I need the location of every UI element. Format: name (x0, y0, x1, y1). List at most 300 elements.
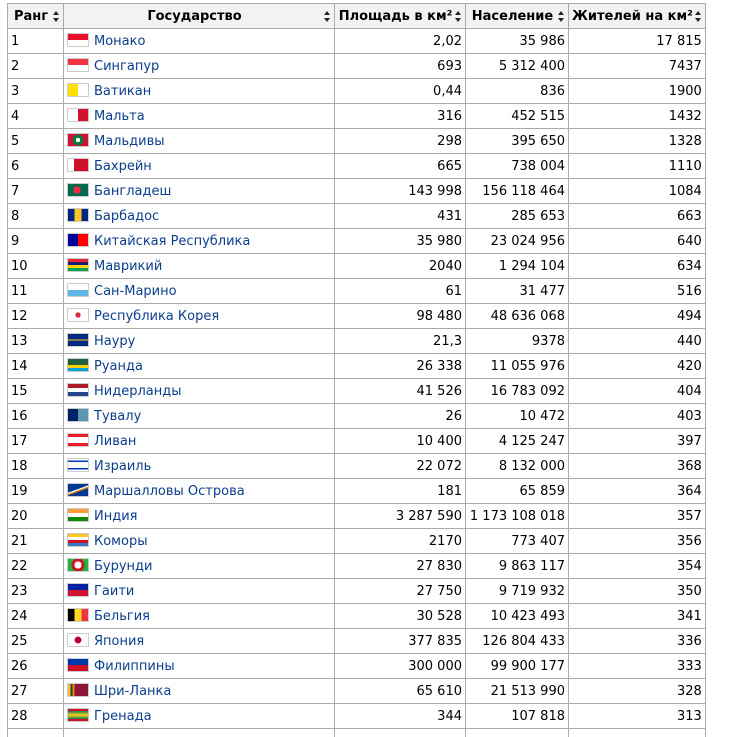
density-cell (569, 629, 706, 654)
density-cell (569, 604, 706, 629)
country-flag-icon[interactable] (67, 508, 89, 522)
country-flag-icon[interactable] (67, 633, 89, 647)
country-link[interactable]: Науру (94, 334, 136, 349)
country-link[interactable]: Япония (94, 634, 145, 649)
rank-cell-text: 19 (11, 483, 28, 499)
partial-cell (8, 729, 64, 737)
density-cell-text: 403 (676, 408, 702, 424)
sort-arrows-icon[interactable] (324, 11, 331, 22)
country-link[interactable]: Ватикан (94, 84, 152, 99)
rank-cell (8, 154, 64, 179)
rank-cell-text: 14 (11, 358, 28, 374)
rank-cell (8, 554, 64, 579)
area-cell (335, 654, 466, 679)
population-cell-text: 9 863 117 (498, 558, 565, 574)
area-cell (335, 629, 466, 654)
rank-cell-text: 10 (11, 258, 28, 274)
population-cell-text: 11 055 976 (490, 358, 565, 374)
density-cell (569, 254, 706, 279)
country-flag-icon[interactable] (67, 183, 89, 197)
rank-cell-text: 27 (11, 683, 28, 699)
population-cell-text: 4 125 247 (498, 433, 565, 449)
country-flag-icon[interactable] (67, 433, 89, 447)
area-cell (335, 129, 466, 154)
rank-cell-text: 8 (11, 208, 20, 224)
density-cell-text: 640 (676, 233, 702, 249)
country-link[interactable]: Бельгия (94, 609, 150, 624)
country-flag-icon[interactable] (67, 33, 89, 47)
rank-cell-text: 17 (11, 433, 28, 449)
population-cell (466, 279, 569, 304)
density-cell-text: 1328 (668, 133, 702, 149)
country-cell (64, 29, 335, 54)
country-link[interactable]: Маршалловы Острова (94, 484, 245, 499)
table-row (8, 304, 706, 329)
population-cell-text: 156 118 464 (482, 183, 565, 199)
density-cell (569, 129, 706, 154)
table-row (8, 154, 706, 179)
density-cell-text: 440 (676, 333, 702, 349)
area-cell-text: 0,44 (433, 83, 462, 99)
rank-cell (8, 329, 64, 354)
area-cell-text: 3 287 590 (395, 508, 462, 524)
population-column-header[interactable] (466, 4, 569, 29)
density-cell (569, 679, 706, 704)
rank-cell-text: 2 (11, 58, 20, 74)
country-link[interactable]: Сингапур (94, 59, 160, 74)
population-cell (466, 304, 569, 329)
table-row (8, 379, 706, 404)
density-cell-text: 313 (676, 708, 702, 724)
country-flag-icon[interactable] (67, 558, 89, 572)
country-link[interactable]: Китайская Республика (94, 234, 251, 249)
area-cell (335, 179, 466, 204)
density-cell (569, 654, 706, 679)
area-cell-text: 143 998 (408, 183, 462, 199)
country-cell (64, 179, 335, 204)
country-flag-icon[interactable] (67, 408, 89, 422)
table-row (8, 129, 706, 154)
country-flag-icon[interactable] (67, 108, 89, 122)
area-cell-text: 35 980 (416, 233, 462, 249)
country-link[interactable]: Гренада (94, 709, 152, 724)
density-cell-text: 356 (676, 533, 702, 549)
area-cell-text: 26 (445, 408, 462, 424)
country-link[interactable]: Шри-Ланка (94, 684, 172, 699)
country-flag-icon[interactable] (67, 458, 89, 472)
table-header-row (8, 4, 706, 29)
rank-cell (8, 704, 64, 729)
population-cell (466, 254, 569, 279)
population-cell (466, 179, 569, 204)
density-cell (569, 454, 706, 479)
population-cell-text: 9378 (531, 333, 565, 349)
population-cell-text: 10 472 (519, 408, 565, 424)
density-cell-text: 1432 (668, 108, 702, 124)
population-cell-text: 738 004 (511, 158, 565, 174)
density-cell-text: 364 (676, 483, 702, 499)
country-link[interactable]: Барбадос (94, 209, 160, 224)
population-cell (466, 654, 569, 679)
population-cell (466, 429, 569, 454)
rank-cell (8, 279, 64, 304)
area-cell (335, 529, 466, 554)
country-flag-icon[interactable] (67, 483, 89, 497)
area-cell (335, 204, 466, 229)
population-cell-text: 773 407 (511, 533, 565, 549)
rank-cell-text: 4 (11, 108, 20, 124)
density-cell (569, 304, 706, 329)
rank-cell (8, 504, 64, 529)
area-cell (335, 229, 466, 254)
sort-arrows-icon[interactable] (455, 11, 462, 22)
area-cell-text: 30 528 (416, 608, 462, 624)
country-flag-icon[interactable] (67, 258, 89, 272)
population-cell (466, 354, 569, 379)
sort-arrows-icon[interactable] (695, 11, 702, 22)
population-density-table (7, 3, 706, 737)
country-link[interactable]: Ливан (94, 434, 137, 449)
rank-cell (8, 379, 64, 404)
area-cell (335, 329, 466, 354)
area-cell (335, 504, 466, 529)
area-cell-text: 181 (437, 483, 462, 499)
rank-cell-text: 1 (11, 33, 20, 49)
country-flag-icon[interactable] (67, 683, 89, 697)
population-cell-text: 65 859 (519, 483, 565, 499)
table-row (8, 254, 706, 279)
country-cell (64, 454, 335, 479)
country-flag-icon[interactable] (67, 83, 89, 97)
population-cell-text: 10 423 493 (490, 608, 565, 624)
country-flag-icon[interactable] (67, 58, 89, 72)
area-cell (335, 79, 466, 104)
area-column-header[interactable] (335, 4, 466, 29)
density-cell (569, 329, 706, 354)
rank-cell (8, 654, 64, 679)
country-cell (64, 479, 335, 504)
table-body (8, 29, 706, 737)
country-link[interactable]: Монако (94, 34, 146, 49)
density-cell (569, 479, 706, 504)
country-cell (64, 704, 335, 729)
density-header-label: Жителей на км² (572, 8, 693, 24)
area-cell-text: 693 (437, 58, 462, 74)
table-row (8, 204, 706, 229)
area-cell (335, 679, 466, 704)
density-cell (569, 504, 706, 529)
country-link[interactable]: Сан-Марино (94, 284, 177, 299)
population-cell-text: 836 (540, 83, 565, 99)
area-cell-text: 98 480 (416, 308, 462, 324)
population-cell-text: 99 900 177 (490, 658, 565, 674)
country-flag-icon[interactable] (67, 358, 89, 372)
rank-cell (8, 129, 64, 154)
density-cell-text: 1110 (668, 158, 702, 174)
population-cell-text: 285 653 (511, 208, 565, 224)
population-cell-text: 8 132 000 (498, 458, 565, 474)
population-cell (466, 679, 569, 704)
rank-cell-text: 22 (11, 558, 28, 574)
density-cell-text: 350 (676, 583, 702, 599)
area-cell (335, 429, 466, 454)
country-link[interactable]: Бурунди (94, 559, 153, 574)
country-link[interactable]: Нидерланды (94, 384, 182, 399)
sort-arrows-icon[interactable] (53, 11, 60, 22)
area-cell (335, 304, 466, 329)
population-cell (466, 629, 569, 654)
rank-cell (8, 479, 64, 504)
country-cell (64, 354, 335, 379)
country-link[interactable]: Филиппины (94, 659, 175, 674)
country-flag-icon[interactable] (67, 158, 89, 172)
country-cell (64, 129, 335, 154)
country-flag-icon[interactable] (67, 708, 89, 722)
area-cell-text: 2,02 (433, 33, 462, 49)
population-cell (466, 104, 569, 129)
rank-cell-text: 13 (11, 333, 28, 349)
table-row (8, 104, 706, 129)
table-row (8, 704, 706, 729)
population-cell-text: 1 294 104 (498, 258, 565, 274)
density-cell-text: 404 (676, 383, 702, 399)
area-cell (335, 54, 466, 79)
area-cell-text: 65 610 (416, 683, 462, 699)
country-cell (64, 679, 335, 704)
table-row (8, 229, 706, 254)
area-cell-text: 10 400 (416, 433, 462, 449)
area-header-label: Площадь в км² (338, 8, 453, 24)
country-cell (64, 104, 335, 129)
rank-cell (8, 179, 64, 204)
population-cell-text: 31 477 (519, 283, 565, 299)
country-flag-icon[interactable] (67, 533, 89, 547)
country-flag-icon[interactable] (67, 383, 89, 397)
country-flag-icon[interactable] (67, 658, 89, 672)
rank-column-header[interactable] (8, 4, 64, 29)
population-cell (466, 554, 569, 579)
country-cell (64, 54, 335, 79)
country-link[interactable]: Маврикий (94, 259, 163, 274)
rank-cell-text: 18 (11, 458, 28, 474)
density-cell-text: 1084 (668, 183, 702, 199)
area-cell-text: 300 000 (408, 658, 462, 674)
area-cell-text: 377 835 (408, 633, 462, 649)
density-cell (569, 379, 706, 404)
density-column-header[interactable] (569, 4, 706, 29)
rank-cell (8, 579, 64, 604)
table-row (8, 479, 706, 504)
area-cell (335, 404, 466, 429)
rank-cell (8, 204, 64, 229)
population-cell-text: 395 650 (511, 133, 565, 149)
population-cell (466, 54, 569, 79)
density-cell (569, 54, 706, 79)
country-flag-icon[interactable] (67, 583, 89, 597)
partial-cell (64, 729, 335, 737)
sort-arrows-icon[interactable] (558, 11, 565, 22)
country-link[interactable]: Тувалу (94, 409, 142, 424)
country-flag-icon[interactable] (67, 308, 89, 322)
country-link[interactable]: Израиль (94, 459, 152, 474)
area-cell-text: 21,3 (433, 333, 462, 349)
partial-cell (335, 729, 466, 737)
area-cell (335, 554, 466, 579)
population-cell-text: 1 173 108 018 (469, 508, 565, 524)
population-cell (466, 29, 569, 54)
density-cell-text: 397 (676, 433, 702, 449)
area-cell-text: 22 072 (416, 458, 462, 474)
country-cell (64, 404, 335, 429)
country-cell (64, 429, 335, 454)
rank-cell-text: 12 (11, 308, 28, 324)
area-cell-text: 27 750 (416, 583, 462, 599)
population-cell (466, 579, 569, 604)
density-cell-text: 7437 (668, 58, 702, 74)
population-cell (466, 479, 569, 504)
rank-cell (8, 229, 64, 254)
density-cell-text: 17 815 (656, 33, 702, 49)
area-cell (335, 379, 466, 404)
density-cell (569, 204, 706, 229)
population-cell-text: 5 312 400 (498, 58, 565, 74)
density-cell (569, 79, 706, 104)
density-cell-text: 354 (676, 558, 702, 574)
area-cell-text: 27 830 (416, 558, 462, 574)
area-cell-text: 316 (437, 108, 462, 124)
country-cell (64, 579, 335, 604)
country-link[interactable]: Руанда (94, 359, 143, 374)
country-link[interactable]: Индия (94, 509, 138, 524)
country-column-header[interactable] (64, 4, 335, 29)
country-flag-icon[interactable] (67, 208, 89, 222)
density-cell-text: 357 (676, 508, 702, 524)
country-cell (64, 504, 335, 529)
density-cell-text: 663 (676, 208, 702, 224)
table-row (8, 629, 706, 654)
rank-cell (8, 304, 64, 329)
population-cell-text: 35 986 (519, 33, 565, 49)
rank-cell-text: 7 (11, 183, 20, 199)
population-cell (466, 529, 569, 554)
population-cell (466, 379, 569, 404)
rank-cell (8, 404, 64, 429)
country-cell (64, 629, 335, 654)
country-link[interactable]: Мальдивы (94, 134, 165, 149)
area-cell-text: 2040 (428, 258, 462, 274)
country-header-label: Государство (147, 8, 242, 24)
table-row (8, 329, 706, 354)
country-link[interactable]: Гаити (94, 584, 135, 599)
rank-cell (8, 29, 64, 54)
area-cell-text: 41 526 (416, 383, 462, 399)
rank-cell-text: 21 (11, 533, 28, 549)
area-cell-text: 344 (437, 708, 462, 724)
rank-cell (8, 429, 64, 454)
country-cell (64, 554, 335, 579)
population-cell-text: 452 515 (511, 108, 565, 124)
rank-cell (8, 104, 64, 129)
area-cell (335, 579, 466, 604)
rank-cell (8, 254, 64, 279)
density-cell (569, 429, 706, 454)
population-cell (466, 129, 569, 154)
table-row (8, 354, 706, 379)
area-cell (335, 354, 466, 379)
density-cell-text: 634 (676, 258, 702, 274)
rank-cell-text: 25 (11, 633, 28, 649)
rank-cell (8, 454, 64, 479)
density-cell (569, 104, 706, 129)
table-row (8, 29, 706, 54)
rank-cell-text: 6 (11, 158, 20, 174)
country-flag-icon[interactable] (67, 233, 89, 247)
table-row (8, 679, 706, 704)
table-row (8, 504, 706, 529)
country-link[interactable]: Мальта (94, 109, 145, 124)
country-flag-icon[interactable] (67, 283, 89, 297)
table-row (8, 654, 706, 679)
area-cell (335, 104, 466, 129)
country-link[interactable]: Бангладеш (94, 184, 172, 199)
population-cell (466, 604, 569, 629)
population-cell (466, 504, 569, 529)
density-cell (569, 229, 706, 254)
rank-cell (8, 629, 64, 654)
country-flag-icon[interactable] (67, 608, 89, 622)
table-row (8, 404, 706, 429)
rank-cell (8, 354, 64, 379)
country-cell (64, 379, 335, 404)
rank-cell-text: 9 (11, 233, 20, 249)
table-row (8, 279, 706, 304)
rank-header-label: Ранг (13, 8, 49, 24)
country-flag-icon[interactable] (67, 333, 89, 347)
density-cell (569, 579, 706, 604)
population-cell (466, 329, 569, 354)
country-link[interactable]: Республика Корея (94, 309, 220, 324)
density-cell (569, 354, 706, 379)
country-link[interactable]: Бахрейн (94, 159, 152, 174)
country-link[interactable]: Коморы (94, 534, 148, 549)
partial-cell (569, 729, 706, 737)
area-cell-text: 2170 (428, 533, 462, 549)
area-cell (335, 704, 466, 729)
rank-cell (8, 79, 64, 104)
density-cell (569, 279, 706, 304)
population-cell (466, 404, 569, 429)
table-row-partial (8, 729, 706, 737)
population-cell-text: 126 804 433 (482, 633, 565, 649)
rank-cell (8, 529, 64, 554)
density-cell (569, 404, 706, 429)
rank-cell-text: 24 (11, 608, 28, 624)
area-cell (335, 154, 466, 179)
density-cell (569, 704, 706, 729)
population-cell-text: 23 024 956 (490, 233, 565, 249)
table-row (8, 54, 706, 79)
country-flag-icon[interactable] (67, 133, 89, 147)
rank-cell-text: 28 (11, 708, 28, 724)
area-cell (335, 279, 466, 304)
area-cell (335, 254, 466, 279)
area-cell-text: 431 (437, 208, 462, 224)
table-row (8, 454, 706, 479)
rank-cell (8, 679, 64, 704)
country-cell (64, 329, 335, 354)
area-cell (335, 604, 466, 629)
area-cell (335, 479, 466, 504)
